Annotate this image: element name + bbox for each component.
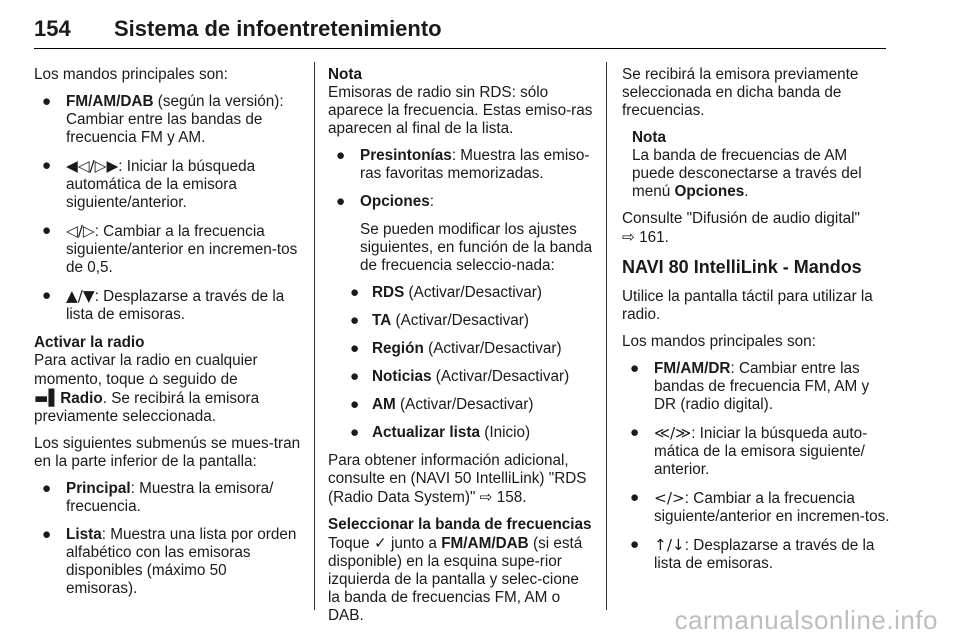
list-item: ● ≪/≫: Iniciar la búsqueda auto-mática de la emisora siguiente/ anterior. — [630, 424, 868, 478]
tune-icon: ◁/▷ — [66, 222, 95, 240]
seek-icon: ◀◁/▷▶ — [66, 157, 119, 175]
page-number: 154 — [34, 16, 71, 41]
list-item: ● ▲/▼: Desplazarse a través de la lista de emisoras. — [42, 287, 285, 323]
tune-icon: </> — [654, 489, 685, 507]
controls-list — [622, 360, 892, 573]
reference-arrow-icon: ⇨ — [622, 228, 635, 246]
bullet-icon: ● — [42, 157, 52, 174]
intro-text: Los mandos principales son: — [622, 333, 816, 350]
note-text: La banda de frecuencias de AM puede desconectarse a través del menú Opciones. — [632, 147, 862, 200]
bullet-icon: ● — [42, 93, 52, 110]
consult-paragraph: Consulte "Difusión de audio digital" ⇨ 161. — [622, 210, 860, 246]
bullet-icon: ● — [350, 284, 360, 301]
list-item: ● ◁/▷: Cambiar a la frecuencia siguiente/anterior en incremen-tos de 0,5. — [42, 222, 298, 276]
bullet-icon: ● — [630, 424, 640, 441]
touch-paragraph: Utilice la pantalla táctil para utilizar la radio. — [622, 288, 873, 323]
note-text: Emisoras de radio sin RDS: sólo aparece la frecuencia. Estas emiso-ras aparecen al final de la lista. — [328, 84, 593, 137]
list-item: ● Principal: Muestra la emisora/ frecuencia. — [42, 480, 274, 515]
bullet-icon: ● — [350, 396, 360, 413]
submenus-intro: Los siguientes submenús se mues-tran en la parte inferior de la pantalla: — [34, 435, 301, 470]
bullet-icon: ● — [630, 360, 640, 377]
section-heading: Seleccionar la banda de frecuencias — [328, 516, 592, 533]
bullet-icon: ● — [350, 312, 360, 329]
bullet-icon: ● — [42, 287, 52, 304]
list-item: ● Opciones: — [336, 193, 434, 210]
list-item: ● </>: Cambiar a la frecuencia siguiente/anterior en incremen-tos. — [630, 489, 890, 525]
intro-text: Los mandos principales son: — [34, 66, 228, 83]
bullet-icon: ● — [350, 424, 360, 441]
seek-icon: ≪/≫ — [654, 424, 692, 442]
list-item: ● Actualizar lista (Inicio) — [350, 424, 531, 441]
activate-paragraph: Para activar la radio en cualquier momento, toque ⌂ seguido de ▬▌Radio. Se recibirá la emisora previamente seleccionada. — [34, 352, 260, 425]
list-item: ● TA (Activar/Desactivar) — [350, 312, 529, 329]
note-label: Nota — [328, 66, 362, 83]
more-info-paragraph: Para obtener información adicional, consulte en (NAVI 50 IntelliLink) "RDS (Radio Data System)" ⇨ 158. — [328, 452, 587, 506]
watermark: carmanualsonline.info — [674, 605, 938, 635]
band-result-text: Se recibirá la emisora previamente seleccionada en dicha banda de frecuencias. — [622, 66, 859, 119]
header-rule — [34, 48, 886, 49]
bullet-icon: ● — [350, 340, 360, 357]
column-1 — [34, 66, 302, 608]
page-header — [34, 16, 886, 50]
controls-list — [34, 93, 302, 324]
bullet-icon: ● — [336, 147, 346, 164]
bullet-icon: ● — [630, 536, 640, 553]
column-2 — [328, 66, 593, 634]
dropdown-icon: ✓ — [373, 534, 387, 552]
bullet-icon: ● — [336, 193, 346, 210]
list-item: ● Noticias (Activar/Desactivar) — [350, 368, 570, 385]
bullet-icon: ● — [42, 222, 52, 239]
radio-icon: ▬▌ — [34, 389, 61, 407]
note-label: Nota — [632, 129, 666, 146]
option-items-list — [328, 284, 593, 442]
list-item: ● FM/AM/DAB (según la versión): Cambiar entre las bandas de frecuencia FM y AM. — [42, 93, 284, 146]
band-paragraph: Toque ✓ junto a FM/AM/DAB (si está disponible) en la esquina supe-rior izquierda de la pantalla y selec-cione la banda de frecuencias FM, AM o DAB. — [328, 534, 583, 624]
section-heading: Activar la radio — [34, 334, 145, 351]
bullet-icon: ● — [42, 480, 52, 497]
column-divider — [606, 62, 607, 610]
reference-arrow-icon: ⇨ — [479, 488, 493, 506]
section-title: NAVI 80 IntelliLink - Mandos — [622, 257, 862, 277]
up-down-icon: ↑/↓ — [654, 536, 685, 554]
list-item: ● Lista: Muestra una lista por orden alfabético con las emisoras disponibles (máximo 50 emisoras). — [42, 526, 297, 597]
options-list — [328, 147, 593, 211]
home-icon: ⌂ — [148, 370, 159, 388]
column-3 — [622, 66, 892, 583]
note-block — [622, 129, 892, 201]
bullet-icon: ● — [630, 489, 640, 506]
bullet-icon: ● — [350, 368, 360, 385]
list-item: ● Presintonías: Muestra las emiso-ras favoritas memorizadas. — [336, 147, 590, 182]
list-item: ● FM/AM/DR: Cambiar entre las bandas de frecuencia FM, AM y DR (radio digital). — [630, 360, 870, 413]
column-divider — [314, 62, 315, 610]
list-item: ● Región (Activar/Desactivar) — [350, 340, 562, 357]
list-item: ● RDS (Activar/Desactivar) — [350, 284, 542, 301]
list-item: ● ↑/↓: Desplazarse a través de la lista de emisoras. — [630, 536, 875, 572]
submenu-list — [34, 480, 302, 598]
options-description: Se pueden modificar los ajustes siguientes, en función de la banda de frecuencia seleccio-nada: — [360, 221, 593, 274]
list-item: ● ◀◁/▷▶: Iniciar la búsqueda automática de la emisora siguiente/anterior. — [42, 157, 256, 211]
up-down-icon: ▲/▼ — [66, 287, 95, 305]
page-title: Sistema de infoentretenimiento — [114, 16, 442, 41]
bullet-icon: ● — [42, 526, 52, 543]
list-item: ● AM (Activar/Desactivar) — [350, 396, 534, 413]
